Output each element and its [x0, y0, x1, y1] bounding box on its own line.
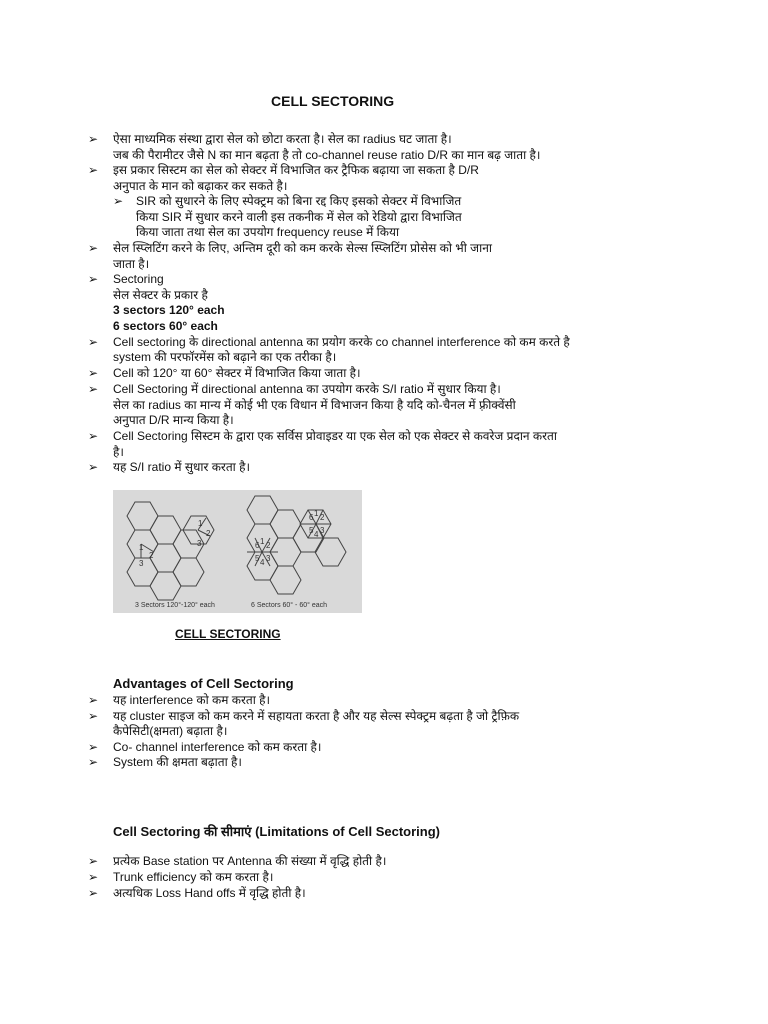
paragraph-line: सेल का radius का मान्य में कोई भी एक विधान में विभाजन किया है यदि को-चैनल में फ़्रीक्वेंसी — [113, 398, 516, 412]
paragraph-line: Cell को 120° या 60° सेक्टर में विभाजित किया जाता है। — [113, 366, 361, 380]
paragraph-line: जाता है। — [113, 257, 150, 271]
paragraph-line: system की परफॉरमेंस को बढ़ाने का एक तरीका है। — [113, 350, 337, 364]
paragraph-line: Trunk efficiency को कम करता है। — [113, 870, 274, 884]
bullet-arrow: ➢ — [88, 241, 99, 255]
bullet-arrow: ➢ — [88, 460, 99, 474]
sector-label: 1 — [314, 509, 319, 518]
bullet-arrow: ➢ — [88, 755, 99, 769]
sector-label: 1 — [139, 543, 144, 552]
paragraph-line: Cell sectoring के directional antenna का प्रयोग करके co channel interference को कम करते है — [113, 335, 570, 349]
paragraph-line: Co- channel interference को कम करता है। — [113, 740, 322, 754]
sector-label: 6 — [255, 541, 260, 550]
sector-label: 3 — [266, 554, 271, 563]
sector-label: 4 — [260, 558, 265, 567]
paragraph-line: ऐसा माध्यमिक संस्था द्वारा सेल को छोटा करता है। सेल का radius घट जाता है। — [113, 132, 452, 146]
bullet-arrow: ➢ — [88, 886, 99, 900]
paragraph-line: Cell Sectoring में directional antenna का उपयोग करके S/I ratio में सुधार किया है। — [113, 382, 501, 396]
bullet-arrow: ➢ — [88, 163, 99, 177]
bullet-arrow: ➢ — [88, 382, 99, 396]
paragraph-line: कैपेसिटी(क्षमता) बढ़ाता है। — [113, 724, 228, 738]
bullet-arrow: ➢ — [88, 740, 99, 754]
figure-left-caption: 3 Sectors 120°-120° each — [135, 602, 215, 609]
sector-label: 5 — [309, 526, 314, 535]
sector-label: 6 — [309, 513, 314, 522]
paragraph-line: किया जाता तथा सेल का उपयोग frequency reuse में किया — [136, 225, 400, 239]
bullet-arrow: ➢ — [88, 272, 99, 286]
paragraph-line: अनुपात D/R मान्य किया है। — [113, 413, 234, 427]
sector-label: 2 — [149, 551, 154, 560]
sector-label: 3 — [320, 526, 325, 535]
figure-caption: CELL SECTORING — [175, 627, 281, 641]
paragraph-line: अत्यधिक Loss Hand offs में वृद्धि होती है। — [113, 886, 306, 900]
sector-label: 2 — [206, 529, 211, 538]
sector-label: 1 — [198, 519, 203, 528]
bullet-arrow: ➢ — [88, 870, 99, 884]
paragraph-line: यह interference को कम करता है। — [113, 693, 271, 707]
figure-right-caption: 6 Sectors 60° - 60° each — [251, 602, 328, 609]
hexagon-diagram — [113, 490, 362, 613]
sector-label: 1 — [260, 537, 265, 546]
paragraph-line: SIR को सुधारने के लिए स्पेक्ट्रम को बिना रद्द किए इसको सेक्टर में विभाजित — [136, 194, 462, 208]
paragraph-line: अनुपात के मान को बढ़ाकर कर सकते है। — [113, 179, 288, 193]
paragraph-line: System की क्षमता बढ़ाता है। — [113, 755, 242, 769]
sector-label: 5 — [255, 554, 260, 563]
sector-label: 3 — [139, 559, 144, 568]
sector-label: 3 — [197, 539, 202, 548]
sectoring-label: Sectoring — [113, 272, 164, 286]
paragraph-line: जब की पैरामीटर जैसे N का मान बढ़ता है तो co-channel reuse ratio D/R का मान बढ़ जाता है। — [113, 148, 541, 162]
cell-sectoring-figure — [113, 490, 362, 613]
bullet-arrow: ➢ — [88, 366, 99, 380]
bullet-arrow: ➢ — [88, 854, 99, 868]
bullet-arrow: ➢ — [113, 194, 124, 208]
sector-type-6: 6 sectors 60° each — [113, 319, 218, 333]
sector-label: 2 — [320, 513, 325, 522]
paragraph-line: इस प्रकार सिस्टम का सेल को सेक्टर में विभाजित कर ट्रैफिक बढ़ाया जा सकता है D/R — [113, 163, 479, 177]
sector-label: 2 — [266, 541, 271, 550]
page-title: CELL SECTORING — [271, 93, 395, 109]
sector-type-3: 3 sectors 120° each — [113, 303, 225, 317]
bullet-arrow: ➢ — [88, 709, 99, 723]
paragraph-line: किया SIR में सुधार करने वाली इस तकनीक में सेल को रेडियो द्वारा विभाजित — [136, 210, 462, 224]
limitations-heading: Cell Sectoring की सीमाएं (Limitations of Cell Sectoring) — [113, 824, 440, 839]
sector-label: 4 — [314, 530, 319, 539]
bullet-arrow: ➢ — [88, 693, 99, 707]
sectoring-intro: सेल सेक्टर के प्रकार है — [113, 288, 208, 302]
paragraph-line: यह S/I ratio में सुधार करता है। — [113, 460, 251, 474]
advantages-heading: Advantages of Cell Sectoring — [113, 676, 294, 691]
bullet-arrow: ➢ — [88, 132, 99, 146]
bullet-arrow: ➢ — [88, 335, 99, 349]
paragraph-line: प्रत्येक Base station पर Antenna की संख्या में वृद्धि होती है। — [113, 854, 387, 868]
paragraph-line: यह cluster साइज को कम करने में सहायता करता है और यह सेल्स स्पेक्ट्रम बढ़ता है जो ट्रैफ़िक — [113, 709, 520, 723]
bullet-arrow: ➢ — [88, 429, 99, 443]
paragraph-line: है। — [113, 445, 124, 459]
paragraph-line: सेल स्प्लिटिंग करने के लिए, अन्तिम दूरी को कम करके सेल्स स्प्लिटिंग प्रोसेस को भी जाना — [113, 241, 492, 255]
paragraph-line: Cell Sectoring सिस्टम के द्वारा एक सर्विस प्रोवाइडर या एक सेल को एक सेक्टर से कवरेज प्रदान करता — [113, 429, 557, 443]
